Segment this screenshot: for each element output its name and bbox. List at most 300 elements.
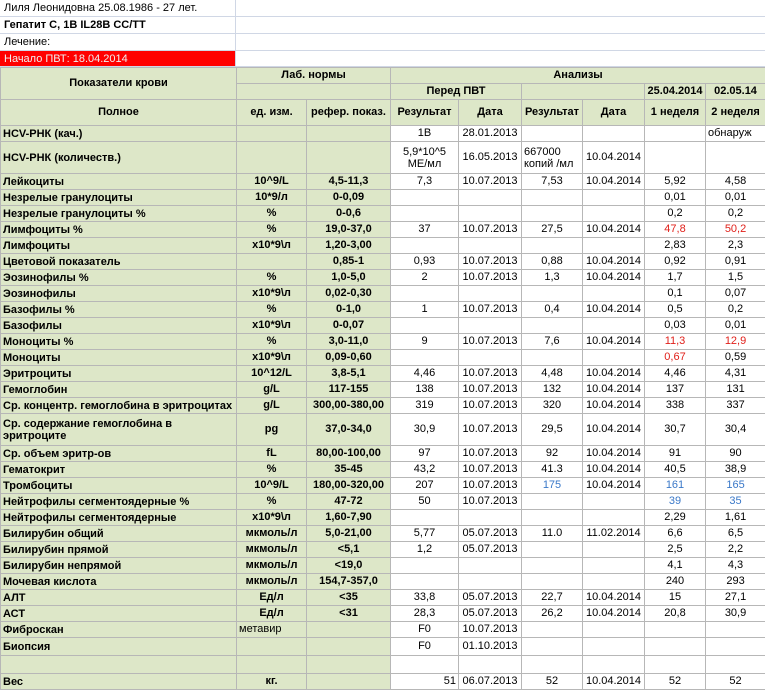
cell-ref[interactable] bbox=[307, 142, 391, 174]
cell-d2[interactable]: 10.04.2014 bbox=[583, 674, 645, 690]
cell-r1[interactable]: F0 bbox=[391, 638, 459, 656]
cell-r2[interactable]: 0,4 bbox=[522, 302, 583, 318]
cell-d2[interactable]: 10.04.2014 bbox=[583, 366, 645, 382]
cell-d1[interactable] bbox=[459, 206, 522, 222]
cell-ref[interactable] bbox=[307, 656, 391, 674]
cell-name[interactable] bbox=[1, 656, 237, 674]
cell-d2[interactable]: 10.04.2014 bbox=[583, 606, 645, 622]
cell-name[interactable]: Биопсия bbox=[1, 638, 237, 656]
cell-r2[interactable]: 52 bbox=[522, 674, 583, 690]
cell-unit[interactable]: метавир bbox=[237, 622, 307, 638]
pvt-start[interactable]: Начало ПВТ: 18.04.2014 bbox=[0, 51, 236, 66]
header-week1[interactable]: 1 неделя bbox=[645, 100, 706, 126]
cell-ref[interactable]: 3,0-11,0 bbox=[307, 334, 391, 350]
cell-r2[interactable] bbox=[522, 238, 583, 254]
cell-r1[interactable] bbox=[391, 558, 459, 574]
cell-r1[interactable]: 4,46 bbox=[391, 366, 459, 382]
cell-w2[interactable]: 38,9 bbox=[706, 462, 765, 478]
cell-w2[interactable] bbox=[706, 622, 765, 638]
cell-name[interactable]: Нейтрофилы сегментоядерные % bbox=[1, 494, 237, 510]
cell-unit[interactable] bbox=[237, 638, 307, 656]
cell-r1[interactable]: 5,77 bbox=[391, 526, 459, 542]
cell-w1[interactable] bbox=[645, 656, 706, 674]
cell-d1[interactable]: 05.07.2013 bbox=[459, 590, 522, 606]
cell-w1[interactable]: 0,92 bbox=[645, 254, 706, 270]
cell-unit[interactable] bbox=[237, 126, 307, 142]
cell-d1[interactable]: 10.07.2013 bbox=[459, 414, 522, 446]
cell-w1[interactable]: 338 bbox=[645, 398, 706, 414]
cell-w1[interactable]: 40,5 bbox=[645, 462, 706, 478]
cell-w2[interactable]: 0,01 bbox=[706, 318, 765, 334]
cell-r2[interactable] bbox=[522, 350, 583, 366]
cell-ref[interactable]: 37,0-34,0 bbox=[307, 414, 391, 446]
cell-ref[interactable]: <31 bbox=[307, 606, 391, 622]
cell-ref[interactable]: 0-1,0 bbox=[307, 302, 391, 318]
cell-ref[interactable]: 1,60-7,90 bbox=[307, 510, 391, 526]
cell-unit[interactable] bbox=[237, 142, 307, 174]
cell-unit[interactable]: g/L bbox=[237, 398, 307, 414]
cell-d2[interactable] bbox=[583, 238, 645, 254]
cell-d2[interactable]: 10.04.2014 bbox=[583, 478, 645, 494]
cell-name[interactable]: АСТ bbox=[1, 606, 237, 622]
cell-unit[interactable]: 10^9/L bbox=[237, 478, 307, 494]
cell-d2[interactable]: 10.04.2014 bbox=[583, 270, 645, 286]
cell-d2[interactable] bbox=[583, 350, 645, 366]
header-ref[interactable]: рефер. показ. bbox=[307, 100, 391, 126]
cell-r2[interactable]: 4,48 bbox=[522, 366, 583, 382]
cell-r2[interactable] bbox=[522, 542, 583, 558]
cell-ref[interactable]: 1,20-3,00 bbox=[307, 238, 391, 254]
header-result-2[interactable]: Результат bbox=[522, 100, 583, 126]
cell-ref[interactable]: 0,85-1 bbox=[307, 254, 391, 270]
cell-d1[interactable]: 16.05.2013 bbox=[459, 142, 522, 174]
cell-name[interactable]: Моноциты % bbox=[1, 334, 237, 350]
cell-r2[interactable]: 92 bbox=[522, 446, 583, 462]
header-date-week1[interactable]: 25.04.2014 bbox=[645, 84, 706, 100]
cell-d1[interactable] bbox=[459, 238, 522, 254]
cell-unit[interactable]: мкмоль/л bbox=[237, 574, 307, 590]
cell-unit[interactable]: % bbox=[237, 334, 307, 350]
cell-r2[interactable]: 175 bbox=[522, 478, 583, 494]
header-date-week2[interactable]: 02.05.14 bbox=[706, 84, 765, 100]
cell-name[interactable]: Лимфоциты bbox=[1, 238, 237, 254]
cell-r1[interactable] bbox=[391, 574, 459, 590]
cell-d2[interactable] bbox=[583, 574, 645, 590]
cell-w2[interactable]: обнаруж bbox=[706, 126, 765, 142]
cell-unit[interactable]: x10*9\л bbox=[237, 510, 307, 526]
cell-w1[interactable]: 2,29 bbox=[645, 510, 706, 526]
header-week2[interactable]: 2 неделя bbox=[706, 100, 765, 126]
cell-r1[interactable]: 1,2 bbox=[391, 542, 459, 558]
cell-name[interactable]: Моноциты bbox=[1, 350, 237, 366]
cell-d1[interactable]: 06.07.2013 bbox=[459, 674, 522, 690]
header-full[interactable]: Полное bbox=[1, 100, 237, 126]
cell-r2[interactable]: 26,2 bbox=[522, 606, 583, 622]
cell-ref[interactable] bbox=[307, 638, 391, 656]
cell-r1[interactable]: 207 bbox=[391, 478, 459, 494]
cell-unit[interactable]: Ед/л bbox=[237, 590, 307, 606]
cell-w2[interactable]: 50,2 bbox=[706, 222, 765, 238]
cell-name[interactable]: Ср. объем эритр-ов bbox=[1, 446, 237, 462]
cell-ref[interactable]: 1,0-5,0 bbox=[307, 270, 391, 286]
cell-w2[interactable]: 27,1 bbox=[706, 590, 765, 606]
cell-d1[interactable]: 10.07.2013 bbox=[459, 622, 522, 638]
cell-d2[interactable] bbox=[583, 542, 645, 558]
cell-r1[interactable]: 33,8 bbox=[391, 590, 459, 606]
cell-ref[interactable]: 47-72 bbox=[307, 494, 391, 510]
cell-w2[interactable]: 90 bbox=[706, 446, 765, 462]
cell-d1[interactable] bbox=[459, 318, 522, 334]
cell-d2[interactable]: 10.04.2014 bbox=[583, 398, 645, 414]
cell-r2[interactable]: 667000 копий /мл bbox=[522, 142, 583, 174]
cell-unit[interactable]: % bbox=[237, 494, 307, 510]
cell-d2[interactable] bbox=[583, 318, 645, 334]
cell-d1[interactable]: 05.07.2013 bbox=[459, 526, 522, 542]
cell-r1[interactable]: 97 bbox=[391, 446, 459, 462]
cell-w2[interactable]: 165 bbox=[706, 478, 765, 494]
cell-unit[interactable]: x10*9\л bbox=[237, 238, 307, 254]
cell-ref[interactable]: 35-45 bbox=[307, 462, 391, 478]
header-unit[interactable]: ед. изм. bbox=[237, 100, 307, 126]
cell-unit[interactable]: кг. bbox=[237, 674, 307, 690]
cell-w2[interactable]: 4,3 bbox=[706, 558, 765, 574]
cell-w2[interactable] bbox=[706, 638, 765, 656]
cell-r2[interactable] bbox=[522, 638, 583, 656]
cell-w1[interactable] bbox=[645, 142, 706, 174]
cell-r1[interactable] bbox=[391, 350, 459, 366]
cell-w2[interactable]: 337 bbox=[706, 398, 765, 414]
cell-d2[interactable]: 10.04.2014 bbox=[583, 334, 645, 350]
cell-name[interactable]: Билирубин непрямой bbox=[1, 558, 237, 574]
cell-w1[interactable]: 20,8 bbox=[645, 606, 706, 622]
cell-name[interactable]: Незрелые гранулоциты bbox=[1, 190, 237, 206]
cell-w1[interactable] bbox=[645, 638, 706, 656]
cell-d2[interactable] bbox=[583, 510, 645, 526]
cell-r1[interactable] bbox=[391, 318, 459, 334]
cell-r1[interactable] bbox=[391, 238, 459, 254]
cell-w2[interactable]: 4,58 bbox=[706, 174, 765, 190]
cell-r1[interactable]: 2 bbox=[391, 270, 459, 286]
header-blank[interactable] bbox=[237, 84, 391, 100]
cell-w1[interactable] bbox=[645, 622, 706, 638]
cell-r2[interactable] bbox=[522, 510, 583, 526]
cell-w1[interactable]: 30,7 bbox=[645, 414, 706, 446]
cell-d1[interactable]: 10.07.2013 bbox=[459, 174, 522, 190]
cell-ref[interactable] bbox=[307, 674, 391, 690]
cell-unit[interactable]: 10^12/L bbox=[237, 366, 307, 382]
cell-d2[interactable]: 10.04.2014 bbox=[583, 222, 645, 238]
cell-w1[interactable]: 0,1 bbox=[645, 286, 706, 302]
cell-r1[interactable]: 0,93 bbox=[391, 254, 459, 270]
cell-w1[interactable]: 11,3 bbox=[645, 334, 706, 350]
cell-ref[interactable]: 0,09-0,60 bbox=[307, 350, 391, 366]
cell-d2[interactable]: 10.04.2014 bbox=[583, 174, 645, 190]
cell-d2[interactable] bbox=[583, 558, 645, 574]
cell-d1[interactable]: 10.07.2013 bbox=[459, 446, 522, 462]
cell-d2[interactable]: 10.04.2014 bbox=[583, 462, 645, 478]
cell-ref[interactable]: 300,00-380,00 bbox=[307, 398, 391, 414]
cell-r1[interactable]: 5,9*10^5 МЕ/мл bbox=[391, 142, 459, 174]
cell-r2[interactable] bbox=[522, 574, 583, 590]
cell-w2[interactable] bbox=[706, 656, 765, 674]
cell-r1[interactable]: 37 bbox=[391, 222, 459, 238]
cell-name[interactable]: Нейтрофилы сегментоядерные bbox=[1, 510, 237, 526]
header-before-pvt[interactable]: Перед ПВТ bbox=[391, 84, 522, 100]
cell-ref[interactable]: 180,00-320,00 bbox=[307, 478, 391, 494]
cell-r2[interactable] bbox=[522, 126, 583, 142]
cell-ref[interactable] bbox=[307, 622, 391, 638]
cell-d2[interactable] bbox=[583, 206, 645, 222]
cell-r2[interactable] bbox=[522, 622, 583, 638]
cell-r2[interactable]: 1,3 bbox=[522, 270, 583, 286]
cell-w1[interactable]: 52 bbox=[645, 674, 706, 690]
cell-w2[interactable] bbox=[706, 142, 765, 174]
cell-w2[interactable]: 0,07 bbox=[706, 286, 765, 302]
cell-w2[interactable]: 2,3 bbox=[706, 238, 765, 254]
cell-unit[interactable]: % bbox=[237, 222, 307, 238]
cell-d1[interactable]: 10.07.2013 bbox=[459, 270, 522, 286]
cell-d2[interactable]: 10.04.2014 bbox=[583, 590, 645, 606]
cell-d2[interactable]: 10.04.2014 bbox=[583, 254, 645, 270]
cell-r1[interactable]: 30,9 bbox=[391, 414, 459, 446]
cell-w1[interactable]: 2,5 bbox=[645, 542, 706, 558]
cell-d1[interactable]: 10.07.2013 bbox=[459, 366, 522, 382]
cell-d2[interactable]: 10.04.2014 bbox=[583, 382, 645, 398]
cell-r1[interactable]: 7,3 bbox=[391, 174, 459, 190]
cell-ref[interactable]: 19,0-37,0 bbox=[307, 222, 391, 238]
cell-r1[interactable]: 43,2 bbox=[391, 462, 459, 478]
cell-d1[interactable]: 10.07.2013 bbox=[459, 254, 522, 270]
cell-w2[interactable]: 30,9 bbox=[706, 606, 765, 622]
cell-d1[interactable] bbox=[459, 350, 522, 366]
cell-ref[interactable]: 154,7-357,0 bbox=[307, 574, 391, 590]
header-indicators[interactable]: Показатели крови bbox=[1, 68, 237, 100]
patient-name[interactable]: Лиля Леонидовна 25.08.1986 - 27 лет. bbox=[0, 0, 236, 16]
cell-ref[interactable]: 0-0,09 bbox=[307, 190, 391, 206]
cell-r1[interactable]: 9 bbox=[391, 334, 459, 350]
cell-name[interactable]: Тромбоциты bbox=[1, 478, 237, 494]
cell-r2[interactable] bbox=[522, 206, 583, 222]
cell-w1[interactable]: 0,67 bbox=[645, 350, 706, 366]
cell-w2[interactable]: 1,5 bbox=[706, 270, 765, 286]
cell-r2[interactable] bbox=[522, 558, 583, 574]
cell-d1[interactable]: 10.07.2013 bbox=[459, 494, 522, 510]
cell-w1[interactable]: 39 bbox=[645, 494, 706, 510]
cell-ref[interactable]: 0-0,07 bbox=[307, 318, 391, 334]
cell-w2[interactable]: 4,31 bbox=[706, 366, 765, 382]
cell-w1[interactable]: 1,7 bbox=[645, 270, 706, 286]
cell-d2[interactable] bbox=[583, 126, 645, 142]
cell-d1[interactable]: 28.01.2013 bbox=[459, 126, 522, 142]
cell-w1[interactable]: 15 bbox=[645, 590, 706, 606]
cell-w2[interactable]: 131 bbox=[706, 382, 765, 398]
cell-w2[interactable]: 52 bbox=[706, 674, 765, 690]
cell-r1[interactable]: F0 bbox=[391, 622, 459, 638]
cell-name[interactable]: Эозинофилы bbox=[1, 286, 237, 302]
cell-w2[interactable]: 0,2 bbox=[706, 302, 765, 318]
cell-unit[interactable]: % bbox=[237, 206, 307, 222]
cell-w2[interactable]: 1,61 bbox=[706, 510, 765, 526]
header-date[interactable]: Дата bbox=[459, 100, 522, 126]
header-result[interactable]: Результат bbox=[391, 100, 459, 126]
cell-r2[interactable]: 0,88 bbox=[522, 254, 583, 270]
cell-r2[interactable] bbox=[522, 318, 583, 334]
cell-unit[interactable]: % bbox=[237, 302, 307, 318]
cell-unit[interactable] bbox=[237, 656, 307, 674]
cell-w1[interactable]: 5,92 bbox=[645, 174, 706, 190]
cell-w1[interactable]: 4,46 bbox=[645, 366, 706, 382]
cell-w1[interactable]: 2,83 bbox=[645, 238, 706, 254]
cell-d2[interactable] bbox=[583, 286, 645, 302]
cell-w1[interactable]: 0,01 bbox=[645, 190, 706, 206]
cell-w2[interactable]: 0,2 bbox=[706, 206, 765, 222]
cell-name[interactable]: Базофилы bbox=[1, 318, 237, 334]
cell-d2[interactable]: 10.04.2014 bbox=[583, 414, 645, 446]
cell-d2[interactable] bbox=[583, 190, 645, 206]
cell-d1[interactable] bbox=[459, 190, 522, 206]
cell-r2[interactable] bbox=[522, 286, 583, 302]
cell-w1[interactable]: 240 bbox=[645, 574, 706, 590]
cell-name[interactable]: Гемоглобин bbox=[1, 382, 237, 398]
cell-unit[interactable]: fL bbox=[237, 446, 307, 462]
cell-r1[interactable]: 1В bbox=[391, 126, 459, 142]
cell-d1[interactable]: 10.07.2013 bbox=[459, 398, 522, 414]
cell-d1[interactable]: 01.10.2013 bbox=[459, 638, 522, 656]
cell-r2[interactable]: 11.0 bbox=[522, 526, 583, 542]
cell-d2[interactable] bbox=[583, 622, 645, 638]
cell-d1[interactable]: 10.07.2013 bbox=[459, 478, 522, 494]
cell-w1[interactable]: 91 bbox=[645, 446, 706, 462]
cell-name[interactable]: Вес bbox=[1, 674, 237, 690]
cell-name[interactable]: Ср. содержание гемоглобина в эритроците bbox=[1, 414, 237, 446]
cell-w2[interactable]: 0,91 bbox=[706, 254, 765, 270]
cell-w2[interactable]: 0,59 bbox=[706, 350, 765, 366]
cell-d2[interactable]: 10.04.2014 bbox=[583, 142, 645, 174]
cell-unit[interactable]: 10*9/л bbox=[237, 190, 307, 206]
cell-d1[interactable]: 10.07.2013 bbox=[459, 334, 522, 350]
cell-r2[interactable]: 7,53 bbox=[522, 174, 583, 190]
cell-r1[interactable]: 138 bbox=[391, 382, 459, 398]
cell-r2[interactable]: 320 bbox=[522, 398, 583, 414]
cell-ref[interactable]: 5,0-21,00 bbox=[307, 526, 391, 542]
cell-d1[interactable] bbox=[459, 574, 522, 590]
cell-r2[interactable]: 7,6 bbox=[522, 334, 583, 350]
cell-r2[interactable]: 29,5 bbox=[522, 414, 583, 446]
cell-r2[interactable]: 27,5 bbox=[522, 222, 583, 238]
cell-ref[interactable]: 3,8-5,1 bbox=[307, 366, 391, 382]
cell-d1[interactable] bbox=[459, 286, 522, 302]
cell-name[interactable]: Ср. концентр. гемоглобина в эритроцитах bbox=[1, 398, 237, 414]
header-date-2[interactable]: Дата bbox=[583, 100, 645, 126]
cell-unit[interactable]: pg bbox=[237, 414, 307, 446]
cell-name[interactable]: Эритроциты bbox=[1, 366, 237, 382]
cell-unit[interactable]: мкмоль/л bbox=[237, 542, 307, 558]
cell-d2[interactable]: 10.04.2014 bbox=[583, 446, 645, 462]
cell-r2[interactable]: 22,7 bbox=[522, 590, 583, 606]
cell-w2[interactable]: 0,01 bbox=[706, 190, 765, 206]
cell-name[interactable]: HCV-РНК (количеств.) bbox=[1, 142, 237, 174]
cell-name[interactable]: Незрелые гранулоциты % bbox=[1, 206, 237, 222]
cell-r2[interactable]: 41.3 bbox=[522, 462, 583, 478]
cell-ref[interactable]: 0-0,6 bbox=[307, 206, 391, 222]
cell-name[interactable]: Лимфоциты % bbox=[1, 222, 237, 238]
cell-name[interactable]: Цветовой показатель bbox=[1, 254, 237, 270]
cell-d2[interactable] bbox=[583, 656, 645, 674]
cell-d1[interactable]: 05.07.2013 bbox=[459, 606, 522, 622]
cell-r1[interactable]: 50 bbox=[391, 494, 459, 510]
cell-w1[interactable]: 6,6 bbox=[645, 526, 706, 542]
cell-w2[interactable]: 2,2 bbox=[706, 542, 765, 558]
cell-d1[interactable] bbox=[459, 656, 522, 674]
cell-ref[interactable]: 80,00-100,00 bbox=[307, 446, 391, 462]
cell-unit[interactable]: x10*9\л bbox=[237, 286, 307, 302]
cell-r1[interactable] bbox=[391, 510, 459, 526]
treatment[interactable]: Лечение: bbox=[0, 34, 236, 50]
cell-ref[interactable]: 4,5-11,3 bbox=[307, 174, 391, 190]
cell-unit[interactable]: % bbox=[237, 270, 307, 286]
cell-d1[interactable]: 10.07.2013 bbox=[459, 462, 522, 478]
cell-w2[interactable]: 6,5 bbox=[706, 526, 765, 542]
cell-r2[interactable]: 132 bbox=[522, 382, 583, 398]
cell-d2[interactable]: 11.02.2014 bbox=[583, 526, 645, 542]
cell-unit[interactable]: x10*9\л bbox=[237, 318, 307, 334]
cell-w2[interactable]: 30,4 bbox=[706, 414, 765, 446]
cell-ref[interactable] bbox=[307, 126, 391, 142]
cell-r2[interactable] bbox=[522, 494, 583, 510]
cell-unit[interactable]: мкмоль/л bbox=[237, 558, 307, 574]
cell-d1[interactable]: 10.07.2013 bbox=[459, 222, 522, 238]
cell-name[interactable]: Базофилы % bbox=[1, 302, 237, 318]
cell-d2[interactable]: 10.04.2014 bbox=[583, 302, 645, 318]
cell-ref[interactable]: 117-155 bbox=[307, 382, 391, 398]
cell-r1[interactable] bbox=[391, 286, 459, 302]
cell-d2[interactable] bbox=[583, 638, 645, 656]
cell-r1[interactable] bbox=[391, 656, 459, 674]
cell-name[interactable]: Билирубин прямой bbox=[1, 542, 237, 558]
cell-name[interactable]: Лейкоциты bbox=[1, 174, 237, 190]
cell-unit[interactable]: мкмоль/л bbox=[237, 526, 307, 542]
cell-unit[interactable]: 10^9/L bbox=[237, 174, 307, 190]
cell-name[interactable]: Эозинофилы % bbox=[1, 270, 237, 286]
cell-d1[interactable] bbox=[459, 510, 522, 526]
cell-w1[interactable]: 4,1 bbox=[645, 558, 706, 574]
cell-name[interactable]: Мочевая кислота bbox=[1, 574, 237, 590]
cell-unit[interactable]: Ед/л bbox=[237, 606, 307, 622]
cell-r1[interactable] bbox=[391, 206, 459, 222]
cell-d1[interactable] bbox=[459, 558, 522, 574]
cell-w1[interactable]: 137 bbox=[645, 382, 706, 398]
cell-r2[interactable] bbox=[522, 190, 583, 206]
cell-d1[interactable]: 05.07.2013 bbox=[459, 542, 522, 558]
header-analyses[interactable]: Анализы bbox=[391, 68, 765, 84]
cell-w1[interactable]: 0,5 bbox=[645, 302, 706, 318]
cell-w1[interactable]: 47,8 bbox=[645, 222, 706, 238]
cell-w1[interactable]: 0,03 bbox=[645, 318, 706, 334]
cell-unit[interactable]: % bbox=[237, 462, 307, 478]
cell-ref[interactable]: <5,1 bbox=[307, 542, 391, 558]
cell-ref[interactable]: <35 bbox=[307, 590, 391, 606]
cell-w2[interactable]: 35 bbox=[706, 494, 765, 510]
cell-w1[interactable] bbox=[645, 126, 706, 142]
cell-r1[interactable]: 1 bbox=[391, 302, 459, 318]
header-lab-norms[interactable]: Лаб. нормы bbox=[237, 68, 391, 84]
cell-r1[interactable] bbox=[391, 190, 459, 206]
diagnosis[interactable]: Гепатит С, 1В IL28B CC/TT bbox=[0, 17, 236, 33]
cell-r1[interactable]: 28,3 bbox=[391, 606, 459, 622]
cell-name[interactable]: Билирубин общий bbox=[1, 526, 237, 542]
cell-unit[interactable] bbox=[237, 254, 307, 270]
cell-r1[interactable]: 319 bbox=[391, 398, 459, 414]
